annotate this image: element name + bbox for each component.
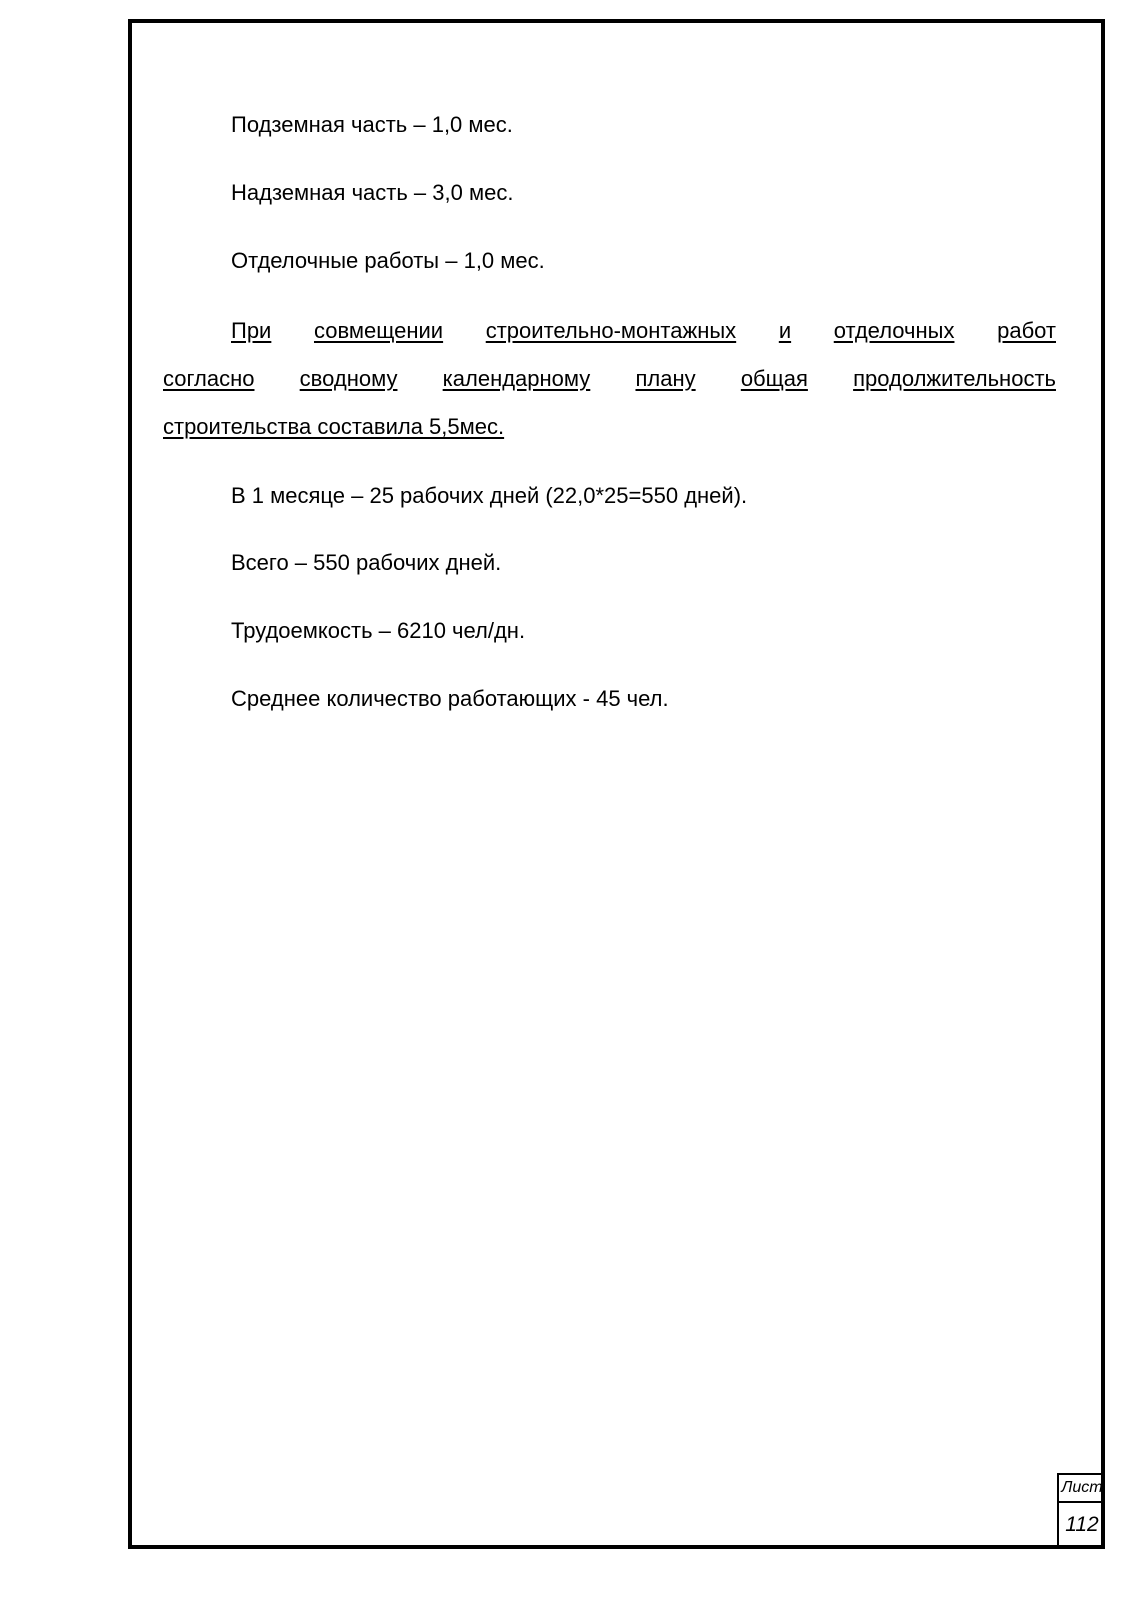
word: строительно-монтажных <box>485 318 737 343</box>
sheet-stamp <box>1057 1473 1105 1549</box>
line-total-days: Всего – 550 рабочих дней. <box>231 550 502 575</box>
word: совмещении <box>313 318 444 343</box>
word: строительства составила 5,5мес. <box>163 414 505 439</box>
word: продолжительность <box>853 366 1056 391</box>
line-finishing: Отделочные работы – 1,0 мес. <box>231 248 545 273</box>
word: При <box>231 318 272 343</box>
sheet-number: 112 <box>1065 1513 1099 1536</box>
word: работ <box>997 318 1056 343</box>
summary-paragraph <box>163 307 1056 451</box>
line-month-days: В 1 месяце – 25 рабочих дней (22,0*25=550 дней). <box>231 483 748 508</box>
word: календарному <box>442 366 591 391</box>
line-aboveground: Надземная часть – 3,0 мес. <box>231 180 514 205</box>
summary-line-1 <box>163 307 1056 355</box>
word: плану <box>635 366 696 391</box>
sheet-label: Лист <box>1059 1475 1105 1503</box>
summary-line-3 <box>163 403 1056 451</box>
word: согласно <box>163 366 255 391</box>
word: общая <box>740 366 808 391</box>
summary-line-2 <box>163 355 1056 403</box>
line-underground: Подземная часть – 1,0 мес. <box>231 112 513 137</box>
line-average-workers: Среднее количество работающих - 45 чел. <box>231 686 669 711</box>
word: и <box>778 318 792 343</box>
line-labor-intensity: Трудоемкость – 6210 чел/дн. <box>231 618 526 643</box>
word: сводному <box>299 366 398 391</box>
word: отделочных <box>833 318 955 343</box>
